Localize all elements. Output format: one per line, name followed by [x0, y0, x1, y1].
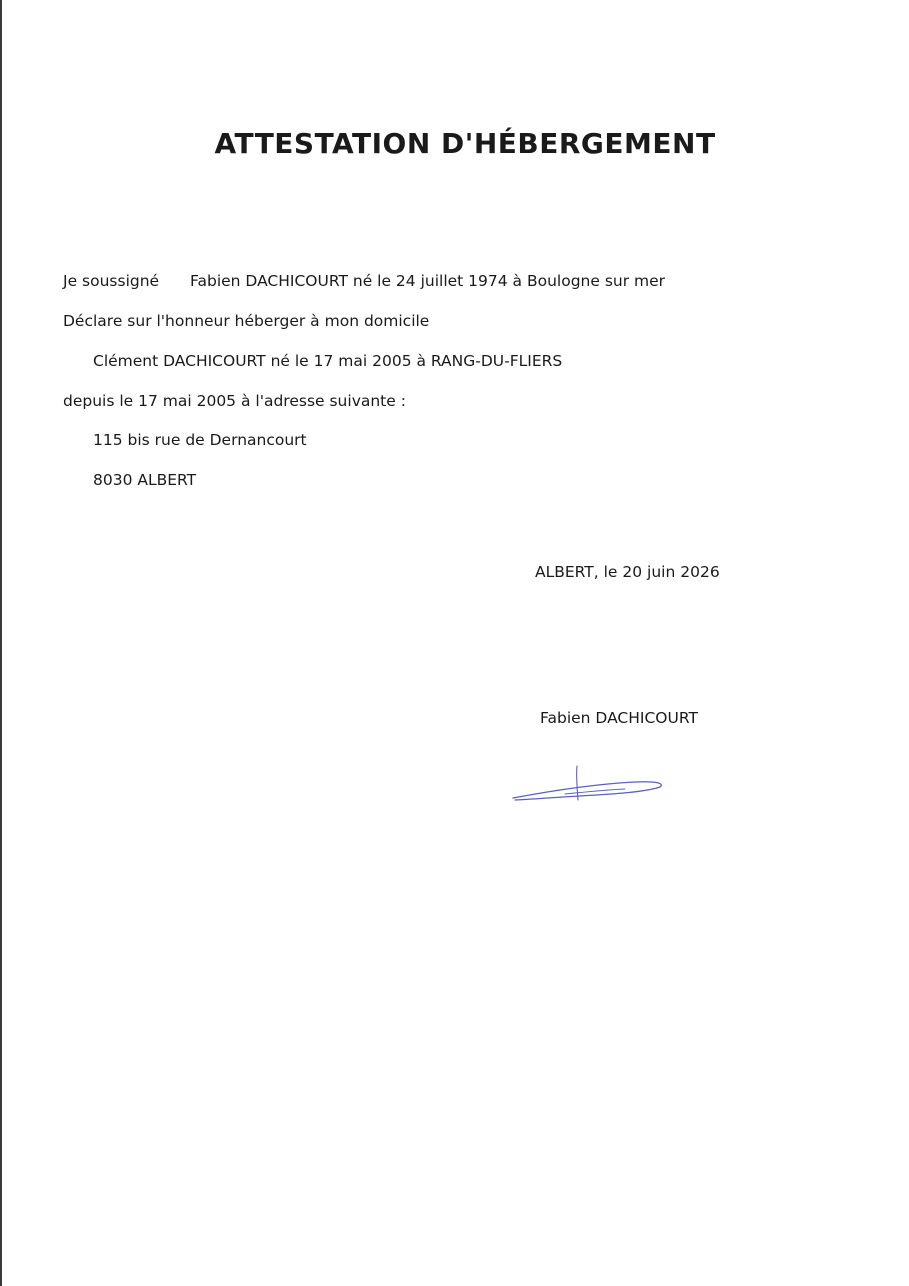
- address-line-1: 115 bis rue de Dernancourt: [93, 431, 307, 449]
- intro-prefix: Je soussigné: [63, 272, 160, 290]
- since-line: depuis le 17 mai 2005 à l'adresse suivante :: [63, 392, 406, 410]
- address-line-2: 8030 ALBERT: [93, 471, 197, 489]
- place-date: ALBERT, le 20 juin 2026: [535, 563, 720, 581]
- handwritten-signature: [505, 760, 675, 810]
- signer-name: Fabien DACHICOURT: [540, 709, 698, 727]
- scan-edge: [0, 0, 2, 1286]
- document-title: ATTESTATION D'HÉBERGEMENT: [214, 127, 716, 160]
- declarant-line: Fabien DACHICOURT né le 24 juillet 1974 à Boulogne sur mer: [190, 272, 666, 290]
- hosted-person-line: Clément DACHICOURT né le 17 mai 2005 à RANG-DU-FLIERS: [93, 352, 563, 370]
- declaration-line: Déclare sur l'honneur héberger à mon domicile: [63, 312, 430, 330]
